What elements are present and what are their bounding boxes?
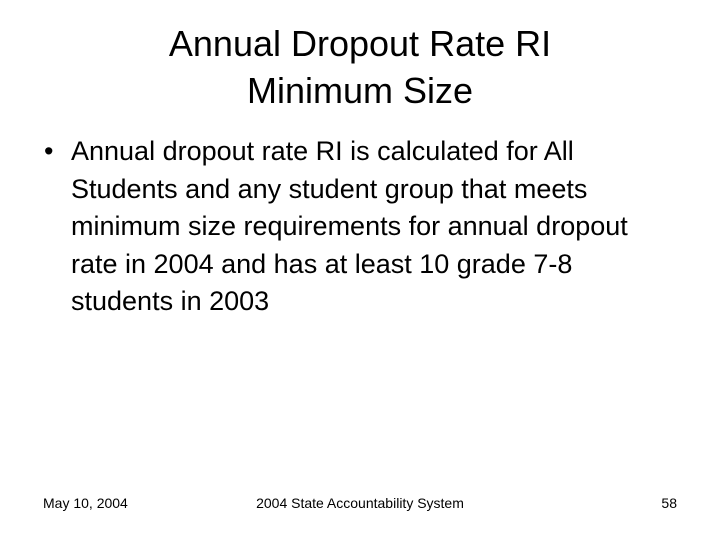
bullet-list bbox=[44, 133, 680, 321]
footer-title: 2004 State Accountability System bbox=[256, 495, 464, 511]
bullet-text: Annual dropout rate RI is calculated for All Students and any student group that meets minimum size requirements for annual dropout rate in 2004 and has at least 10 grade 7-8 students in 2003 bbox=[71, 136, 628, 316]
slide-title bbox=[0, 20, 720, 114]
bullet-icon: • bbox=[44, 136, 54, 166]
footer-date: May 10, 2004 bbox=[43, 495, 128, 511]
title-line-1: Annual Dropout Rate RI bbox=[168, 23, 552, 64]
page-number: 58 bbox=[661, 495, 677, 511]
bullet-item bbox=[44, 133, 680, 321]
title-line-2: Minimum Size bbox=[246, 70, 474, 111]
